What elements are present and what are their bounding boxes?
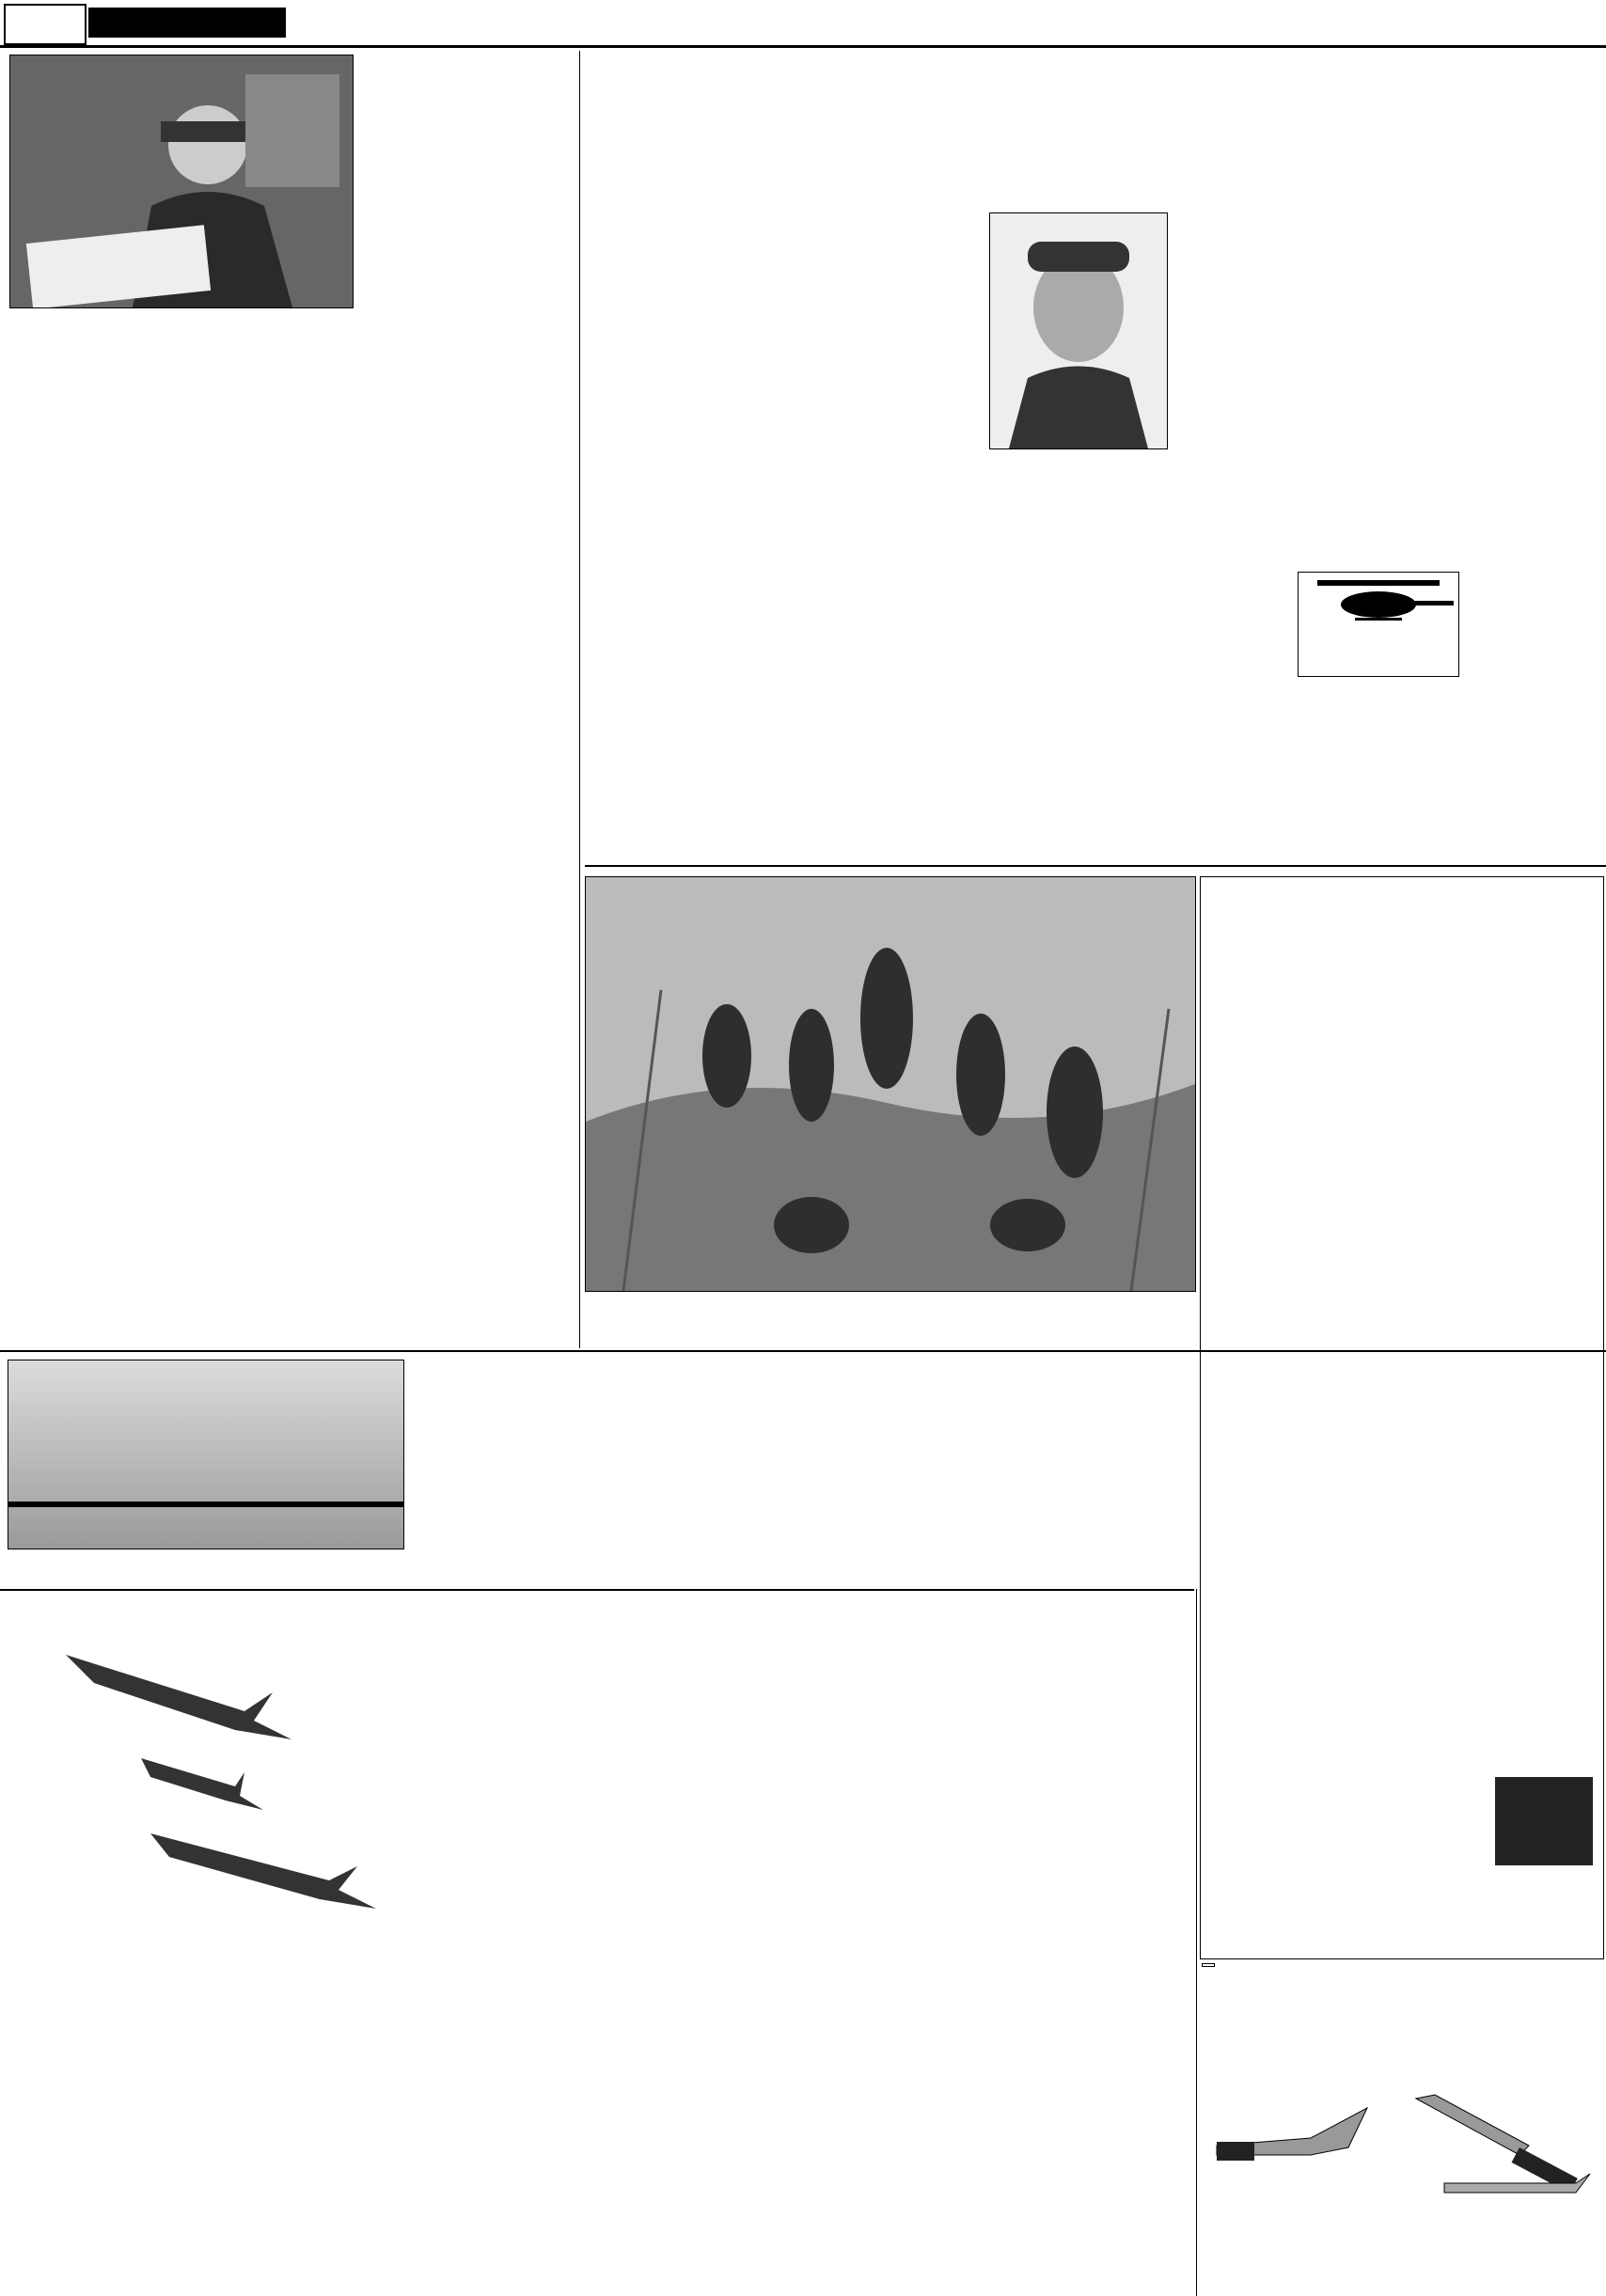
article3-body4 [1034,1360,1192,1444]
article3-body1 [414,1444,609,1576]
portrait-photo-chen [9,55,354,308]
article3-body2 [619,1444,816,1576]
article4-low-col1 [214,2021,384,2290]
kangzhan-badge-top [1495,1777,1593,1786]
article2-col2 [767,212,925,859]
kangzhan-body [1213,1151,1591,1753]
article2-col5b [1350,357,1597,564]
article4-col2 [395,1598,560,1786]
weapons-title [1202,1963,1215,1967]
article2-col4 [1175,212,1341,448]
divider-a4 [1196,1589,1197,2296]
training-photo-caption [585,1296,1194,1346]
jets-photo [9,1598,387,1918]
weapons-intro [1205,1988,1598,2082]
section-banner [88,8,286,38]
article4-col4 [745,1598,914,1852]
helicopter-icon [1299,573,1458,629]
knife-2-icon [1407,2089,1598,2200]
article2-col5c [1350,673,1597,859]
article1-col1 [9,310,184,1345]
training-photo [585,876,1196,1292]
kangzhan-body2 [1213,1762,1486,1954]
article1-col3 [387,55,572,1032]
kangzhan-badge [1495,1777,1593,1865]
article4-col1c [9,2168,207,2290]
article1-col2 [216,1183,384,1345]
article4-col1 [9,1927,207,2053]
article1-col3b [387,1034,572,1345]
article4-low-col4 [745,2021,914,2290]
gmw-host-line [8,1502,403,1507]
knife-photo-2 [1407,2089,1598,2200]
article4-low-col2 [391,2021,560,2290]
article4-low-col5 [921,2106,1192,2257]
article4-low-col3 [568,2021,737,2290]
gmw-banner [8,1360,404,1549]
portrait-illustration [10,55,353,307]
training-illustration [586,877,1195,1291]
page-number-box [4,4,87,45]
knife-photo-1 [1207,2089,1377,2200]
article2-col1 [592,212,758,859]
article2-col3 [935,212,1100,859]
article3-body3 [826,1444,1023,1576]
article2-col5 [1350,212,1597,354]
article4-col2b [395,1790,560,1852]
article4-col5b [1032,1647,1192,2099]
article4-col3 [568,1598,737,1777]
general-forum-box [1298,572,1459,677]
masthead-rule [0,45,1606,48]
jets-illustration [9,1598,387,1918]
divider-mid [0,1589,1194,1591]
divider-article2 [585,865,1606,867]
knife-1-icon [1207,2089,1377,2200]
article4-col5 [1032,1598,1192,1619]
divider-a1 [579,51,580,1348]
article4-col1b [9,2057,207,2140]
kangzhan-intro [1213,888,1591,1053]
